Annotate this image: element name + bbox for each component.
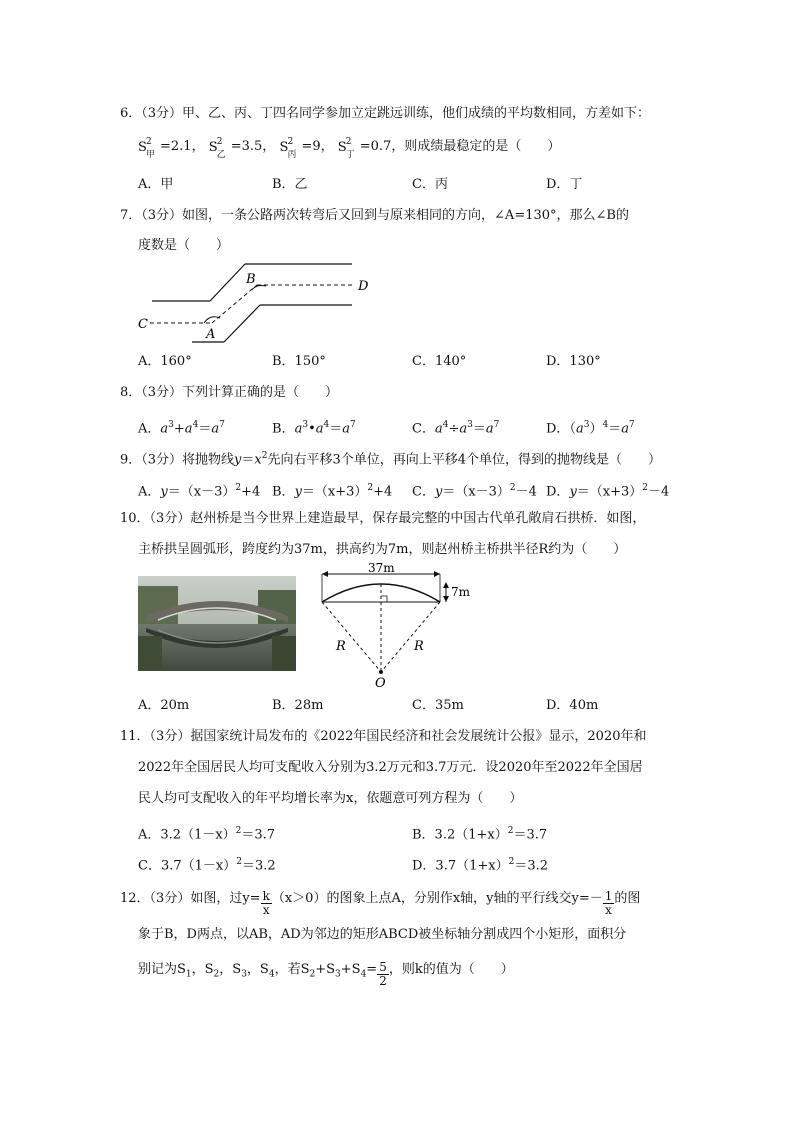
q6-option-c[interactable]: C．丙 (412, 177, 448, 192)
q12-line2: 象于B，D两点，以AB，AD为邻边的矩形ABCD被坐标轴分割成四个小矩形，面积分 (138, 927, 627, 942)
q9-option-a[interactable]: A．$y=(x-3)^2+4$ (138, 483, 261, 500)
q11-option-b[interactable]: B．$3.2(1+x)^2=3.7$ (412, 826, 548, 843)
label-c: C (138, 317, 148, 332)
span-label: 37m (368, 561, 395, 575)
q11-line3: 民人均可支配收入的年平均增长率为x，依题意可列方程为（ ） (138, 791, 523, 806)
q10-option-a[interactable]: A．20m (138, 698, 190, 713)
q8-stem: 8．（3分）下列计算正确的是（ ） (120, 385, 339, 400)
radius-label-left: R (336, 639, 346, 654)
label-b: B (246, 272, 256, 287)
road-diagram (130, 256, 380, 348)
center-label-o: O (375, 676, 386, 690)
q7-option-b[interactable]: B．150° (272, 354, 326, 369)
label-d: D (358, 279, 369, 294)
q12-line3: 别记为$S_1$，$S_2$，$S_3$，$S_4$，若$S_2+S_3+S_4=$ $\frac{5}{2}$ ，则k的值为（ ） (138, 960, 514, 988)
q6-option-d[interactable]: D．丁 (546, 177, 583, 192)
q7-line2: 度数是（ ） (138, 238, 230, 253)
q7-line1: 7．（3分）如图，一条公路两次转弯后又回到与原来相同的方向，∠A=130°，那么∠B的 (120, 208, 629, 223)
radius-label-right: R (414, 639, 424, 654)
label-a: A (206, 327, 216, 342)
height-label: 7m (451, 585, 471, 599)
q9-stem: 9．（3分）将抛物线$y=x^2$先向右平移3个单位，再向上平移4个单位，得到的抛物线是（ ） (120, 451, 662, 468)
arch-diagram (318, 560, 478, 690)
q6-stem: 6．（3分）甲、乙、丙、丁四名同学参加立定跳远训练，他们成绩的平均数相同，方差如下： (120, 106, 651, 121)
bridge-photo (138, 576, 296, 671)
q11-line1: 11．（3分）据国家统计局发布的《2022年国民经济和社会发展统计公报》显示，2020年和 (120, 729, 647, 744)
q6-option-b[interactable]: B．乙 (272, 177, 308, 192)
q10-line2: 主桥拱呈圆弧形，跨度约为37m，拱高约为7m，则赵州桥主桥拱半径R约为（ ） (138, 542, 627, 557)
q11-option-c[interactable]: C．$3.7(1-x)^2=3.2$ (138, 857, 276, 874)
q6-option-a[interactable]: A．甲 (138, 177, 174, 192)
q7-option-d[interactable]: D．130° (546, 354, 601, 369)
q9-option-d[interactable]: D．$y=(x+3)^2-4$ (546, 483, 670, 500)
q8-option-d[interactable]: D．$(a^3)^4=a^7$ (546, 420, 635, 437)
q10-option-c[interactable]: C．35m (412, 698, 464, 713)
q11-line2: 2022年全国居民人均可支配收入分别为3.2万元和3.7万元．设2020年至2022年全国居 (138, 760, 643, 775)
q10-option-d[interactable]: D．40m (546, 698, 599, 713)
q8-option-c[interactable]: C．$a^4\div a^3=a^7$ (412, 420, 500, 437)
q6-variances: S 2 甲 =2.1， S 2 乙 =3.5， S 2 丙 =9， S 2 丁 =0.7，则成绩最稳定的是（ ） (138, 137, 561, 160)
q11-option-a[interactable]: A．$3.2(1-x)^2=3.7$ (138, 826, 276, 843)
q12-line1: 12．（3分）如图，过y= $\frac{k}{x}$ （x＞0）的图象上点A，分别作x轴，y轴的平行线交y=－ $\frac{1}{x}$ 的图 (120, 889, 641, 917)
q7-option-c[interactable]: C．140° (412, 354, 467, 369)
q9-option-c[interactable]: C．$y=(x-3)^2-4$ (412, 483, 537, 500)
q10-option-b[interactable]: B．28m (272, 698, 324, 713)
q10-line1: 10．（3分）赵州桥是当今世界上建造最早，保存最完整的中国古代单孔敞肩石拱桥．如图， (120, 511, 646, 526)
q8-option-b[interactable]: B．$a^3•a^4=a^7$ (272, 420, 356, 437)
q9-option-b[interactable]: B．$y=(x+3)^2+4$ (272, 483, 393, 500)
q8-option-a[interactable]: A．$a^3+a^4=a^7$ (138, 420, 225, 437)
q7-option-a[interactable]: A．160° (138, 354, 192, 369)
q11-option-d[interactable]: D．$3.7(1+x)^2=3.2$ (412, 857, 549, 874)
